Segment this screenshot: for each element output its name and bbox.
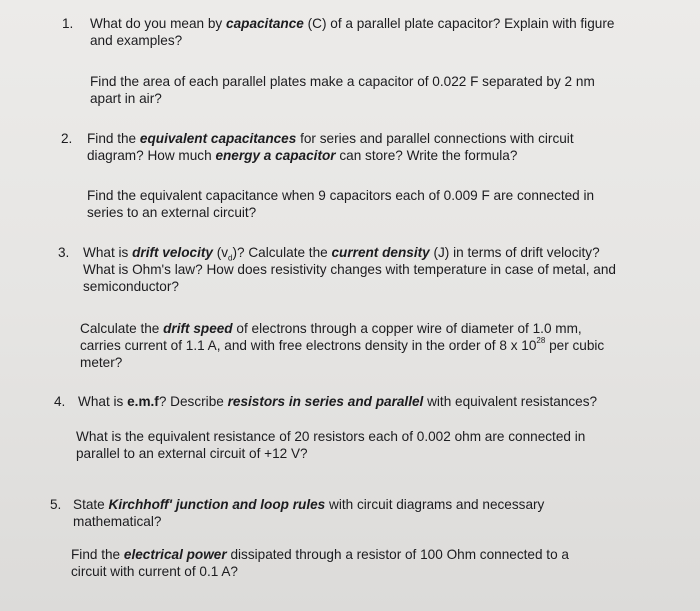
text-line: What is the equivalent resistance of 20 resistors each of 0.002 ohm are connected in bbox=[76, 429, 586, 444]
text-line: circuit with current of 0.1 A? bbox=[71, 564, 238, 579]
problem-text bbox=[76, 428, 585, 462]
text-run: Calculate the bbox=[80, 321, 164, 336]
emphasis: capacitance bbox=[226, 16, 304, 31]
emphasis: current density bbox=[331, 245, 430, 260]
question-1 bbox=[62, 15, 692, 115]
text-run: carries current of 1.1 A, and with free electrons density in the order of 8 x 10 bbox=[80, 338, 537, 353]
question-4 bbox=[54, 393, 694, 473]
emphasis: electrical power bbox=[123, 547, 227, 562]
question-number: 3. bbox=[58, 245, 70, 260]
text-line: parallel to an external circuit of +12 V? bbox=[76, 446, 308, 461]
text-line: Find the equivalent capacitance when 9 capacitors each of 0.009 F are connected in bbox=[87, 188, 595, 203]
emphasis: e.m.f bbox=[127, 394, 159, 409]
question-number: 2. bbox=[61, 131, 73, 146]
problem-text bbox=[80, 320, 604, 371]
emphasis: drift speed bbox=[163, 321, 233, 336]
question-text bbox=[73, 496, 544, 530]
question-text bbox=[83, 244, 616, 295]
text-line: meter? bbox=[80, 355, 123, 370]
text-run: with circuit diagrams and necessary bbox=[325, 497, 545, 512]
text-line: semiconductor? bbox=[83, 279, 179, 294]
text-line: apart in air? bbox=[90, 91, 162, 106]
text-run: Find the bbox=[87, 131, 140, 146]
superscript: 28 bbox=[536, 336, 546, 346]
text-run: What do you mean by bbox=[90, 16, 227, 31]
text-run: State bbox=[73, 497, 109, 512]
emphasis: equivalent capacitances bbox=[139, 131, 297, 146]
text-run: for series and parallel connections with circuit bbox=[296, 131, 574, 146]
text-run: of electrons through a copper wire of diameter of 1.0 mm, bbox=[232, 321, 582, 336]
text-run: (J) in terms of drift velocity? bbox=[429, 245, 600, 260]
question-number: 4. bbox=[54, 394, 66, 409]
text-run: per cubic bbox=[545, 338, 605, 353]
text-run: dissipated through a resistor of 100 Ohm connected to a bbox=[226, 547, 569, 562]
problem-text bbox=[71, 546, 569, 580]
text-run: (v bbox=[212, 245, 229, 260]
question-2 bbox=[61, 130, 691, 230]
emphasis: drift velocity bbox=[132, 245, 213, 260]
problem-text bbox=[90, 73, 595, 107]
question-text bbox=[87, 130, 574, 164]
emphasis: resistors in series and parallel bbox=[227, 394, 424, 409]
text-line: Find the area of each parallel plates make a capacitor of 0.022 F separated by 2 nm bbox=[90, 74, 595, 89]
question-number: 5. bbox=[50, 497, 62, 512]
problem-text bbox=[87, 187, 594, 221]
emphasis: energy a capacitor bbox=[215, 148, 336, 163]
text-run: with equivalent resistances? bbox=[423, 394, 598, 409]
text-run: Find the bbox=[71, 547, 124, 562]
text-line: and examples? bbox=[90, 33, 183, 48]
text-run: (C) of a parallel plate capacitor? Explain with figure bbox=[303, 16, 615, 31]
text-line: series to an external circuit? bbox=[87, 205, 257, 220]
question-3 bbox=[58, 244, 693, 374]
emphasis: Kirchhoff' junction and loop rules bbox=[108, 497, 326, 512]
question-5 bbox=[50, 496, 690, 596]
text-run: can store? Write the formula? bbox=[335, 148, 518, 163]
text-run: What is bbox=[78, 394, 128, 409]
text-run: What is bbox=[83, 245, 133, 260]
subscript: d bbox=[228, 253, 233, 263]
text-run: diagram? How much bbox=[87, 148, 216, 163]
text-line: What is Ohm's law? How does resistivity changes with temperature in case of metal, and bbox=[83, 262, 616, 277]
text-line: mathematical? bbox=[73, 514, 162, 529]
text-run: ? Describe bbox=[158, 394, 228, 409]
question-number: 1. bbox=[62, 16, 74, 31]
question-text bbox=[78, 393, 597, 410]
text-run: )? Calculate the bbox=[232, 245, 332, 260]
question-text bbox=[90, 15, 614, 49]
